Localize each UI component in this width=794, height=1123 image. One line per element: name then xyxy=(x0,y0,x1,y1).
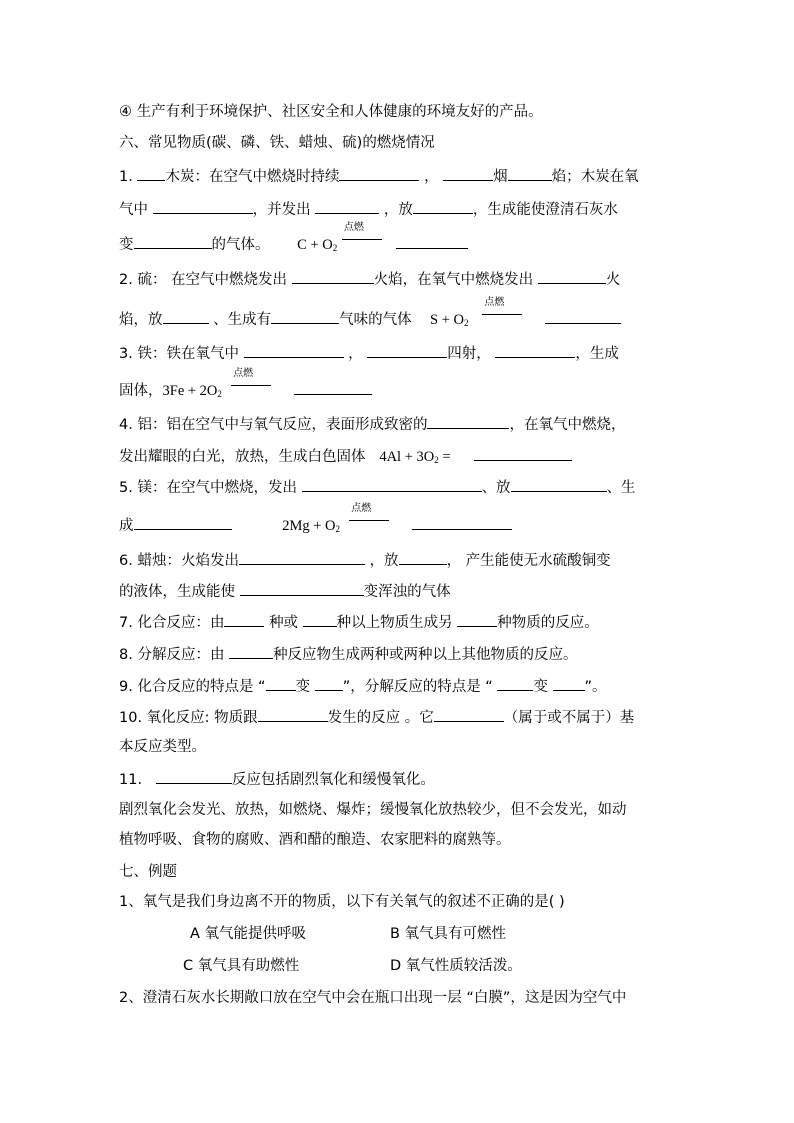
text-line: 6. 蜡烛：火焰发出 ，放 ， 产生能使无水硫酸铜变 xyxy=(119,550,679,570)
reaction-arrow: 点燃 xyxy=(231,381,271,395)
text-line: 固体，$3Fe + 2O_2$ 点燃 xyxy=(119,380,679,400)
text-line: 气中 ，并发出 ，放 ，生成能使澄清石灰水 xyxy=(119,199,679,219)
blank-field[interactable] xyxy=(271,309,339,324)
blank-field[interactable] xyxy=(511,477,607,492)
section-heading: 七、例题 xyxy=(119,864,177,880)
question-text: 2、澄清石灰水长期敞口放在空气中会在瓶口出现一层 “白膜”，这是因为空气中 xyxy=(119,990,627,1006)
text-line: 1. 木炭：在空气中燃烧时持续 ， 烟 焰；木炭在氧 xyxy=(119,166,679,186)
blank-field[interactable] xyxy=(137,166,165,181)
blank-field[interactable] xyxy=(474,446,572,461)
blank-field[interactable] xyxy=(443,166,493,181)
blank-field[interactable] xyxy=(266,676,296,691)
equation: $3Fe + 2O_2$ xyxy=(162,383,222,399)
blank-field[interactable] xyxy=(258,707,328,722)
text-line: 10. 氧化反应: 物质跟 发生的反应 。它 （属于或不属于）基 xyxy=(119,707,679,727)
blank-field[interactable] xyxy=(538,269,606,284)
blank-field[interactable] xyxy=(497,676,533,691)
question-text: 1、氧气是我们身边离不开的物质，以下有关氧气的叙述不正确的是( ) xyxy=(119,894,565,910)
blank-field[interactable] xyxy=(244,343,344,358)
blank-field[interactable] xyxy=(224,612,264,627)
option-b[interactable]: B 氧气具有可燃性 xyxy=(390,926,507,942)
blank-field[interactable] xyxy=(134,234,212,249)
text-line: 3. 铁：铁在氧气中 ， 四射， ，生成 xyxy=(119,343,679,363)
reaction-arrow: 点燃 xyxy=(342,235,382,249)
blank-field[interactable] xyxy=(396,234,468,249)
blank-field[interactable] xyxy=(412,515,512,530)
blank-field[interactable] xyxy=(134,515,232,530)
text-line: ④ 生产有利于环境保护、社区安全和人体健康的环境友好的产品。 xyxy=(119,104,543,120)
text-line: 变 的气体。 $C + O_2$ 点燃 xyxy=(119,234,679,254)
option-d[interactable]: D 氧气性质较活泼。 xyxy=(390,958,522,974)
option-c[interactable]: C 氧气具有助燃性 xyxy=(183,958,300,974)
equation: $4Al + 3O_2$ = xyxy=(379,449,451,465)
text-line: 剧烈氧化会发光、放热，如燃烧、爆炸；缓慢氧化放热较少，但不会发光，如动 xyxy=(119,802,627,818)
text-line: 11. 反应包括剧烈氧化和缓慢氧化。 xyxy=(119,769,679,789)
blank-field[interactable] xyxy=(508,166,552,181)
blank-field[interactable] xyxy=(240,581,364,596)
text-line: 5. 镁：在空气中燃烧，发出 、放 、生 xyxy=(119,477,679,497)
text-line: 9. 化合反应的特点是 “ 变 ”，分解反应的特点是 “ 变 ”。 xyxy=(119,676,679,696)
equation: $S + O_2$ xyxy=(430,312,469,328)
reaction-arrow: 点燃 xyxy=(349,516,389,530)
option-a[interactable]: A 氧气能提供呼吸 xyxy=(190,926,307,942)
blank-field[interactable] xyxy=(339,166,419,181)
blank-field[interactable] xyxy=(239,550,365,565)
blank-field[interactable] xyxy=(427,414,509,429)
blank-field[interactable] xyxy=(302,477,482,492)
text-line: 发出耀眼的白光，放热，生成白色固体 $4Al + 3O_2$ = xyxy=(119,446,679,466)
text-line: 2. 硫： 在空气中燃烧发出 火焰，在氧气中燃烧发出 火 xyxy=(119,269,679,289)
blank-field[interactable] xyxy=(292,269,374,284)
equation: $2Mg + O_2$ xyxy=(282,518,340,534)
blank-field[interactable] xyxy=(495,343,575,358)
blank-field[interactable] xyxy=(153,199,253,214)
blank-field[interactable] xyxy=(399,550,447,565)
blank-field[interactable] xyxy=(413,199,473,214)
blank-field[interactable] xyxy=(315,199,379,214)
blank-field[interactable] xyxy=(163,309,209,324)
blank-field[interactable] xyxy=(367,343,447,358)
equation: $C + O_2$ xyxy=(297,237,338,253)
section-heading: 六、常见物质(碳、磷、铁、蜡烛、硫)的燃烧情况 xyxy=(119,135,435,151)
blank-field[interactable] xyxy=(545,309,621,324)
blank-field[interactable] xyxy=(315,676,343,691)
text-line: 植物呼吸、食物的腐败、酒和醋的酿造、农家肥料的腐熟等。 xyxy=(119,832,511,848)
blank-field[interactable] xyxy=(156,769,232,784)
text-line: 4. 铝：铝在空气中与氧气反应，表面形成致密的 ，在氧气中燃烧， xyxy=(119,414,679,434)
text-line: 成 $2Mg + O_2$ 点燃 xyxy=(119,515,679,535)
blank-field[interactable] xyxy=(229,644,273,659)
blank-field[interactable] xyxy=(457,612,497,627)
text-line: 7. 化合反应：由 种或 种以上物质生成另 种物质的反应。 xyxy=(119,612,679,632)
reaction-arrow: 点燃 xyxy=(482,310,522,324)
blank-field[interactable] xyxy=(434,707,504,722)
blank-field[interactable] xyxy=(303,612,337,627)
text-line: 本反应类型。 xyxy=(119,739,206,755)
text-line: 焰，放 、生成有 气味的气体 $S + O_2$ 点燃 xyxy=(119,309,679,329)
blank-field[interactable] xyxy=(553,676,585,691)
text-line: 8. 分解反应：由 种反应物生成两种或两种以上其他物质的反应。 xyxy=(119,644,679,664)
text-line: 的液体，生成能使 变浑浊的气体 xyxy=(119,581,679,601)
blank-field[interactable] xyxy=(294,380,372,395)
